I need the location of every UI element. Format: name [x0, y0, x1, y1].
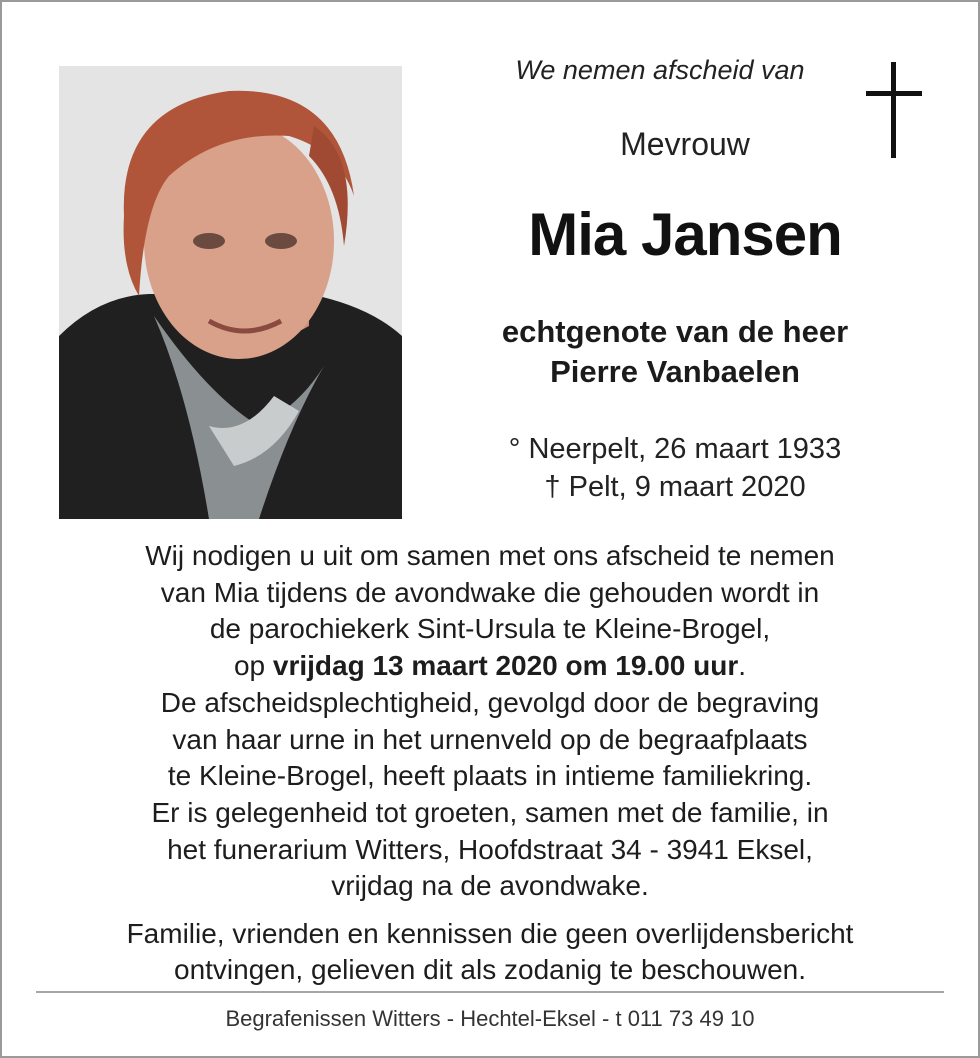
spouse-info: [430, 312, 920, 392]
wake-datetime: vrijdag 13 maart 2020 om 19.00 uur: [272, 650, 739, 682]
divider: [36, 991, 944, 993]
body-line: te Kleine-Brogel, heeft plaats in intieme familiekring.: [167, 760, 813, 792]
body-line: Er is gelegenheid tot groeten, samen met de familie, in: [151, 796, 829, 828]
body-line: het funerarium Witters, Hoofdstraat 34 - 3941 Eksel,: [167, 833, 813, 865]
body-line-prefix: op: [233, 650, 273, 682]
body-line: vrijdag na de avondwake.: [331, 870, 649, 902]
undertaker-info: Begrafenissen Witters - Hechtel-Eksel - t 011 73 49 10: [225, 1006, 755, 1031]
spouse-line-1: echtgenote van de heer: [501, 314, 849, 349]
body-line: De afscheidsplechtigheid, gevolgd door de begraving: [160, 686, 820, 718]
spouse-line-2: Pierre Vanbaelen: [550, 354, 800, 389]
closing-line: Familie, vrienden en kennissen die geen overlijdensbericht: [126, 918, 854, 949]
intro-text: We nemen afscheid van: [515, 55, 805, 85]
body-line: van Mia tijdens de avondwake die gehouden wordt in: [160, 576, 820, 608]
invitation-text: [40, 538, 940, 905]
body-line-suffix: .: [738, 650, 747, 682]
body-line: van haar urne in het urnenveld op de begraafplaats: [172, 723, 808, 755]
closing-line: ontvingen, gelieven dit als zodanig te beschouwen.: [174, 954, 806, 985]
dates: [430, 430, 920, 506]
body-line: de parochiekerk Sint-Ursula te Kleine-Brogel,: [209, 613, 771, 645]
deceased-name: Mia Jansen: [528, 201, 842, 268]
closing-text: [40, 916, 940, 988]
death-date: Pelt, 9 maart 2020: [560, 471, 806, 503]
body-line: [40, 648, 940, 685]
death-date-line: [430, 468, 920, 506]
birth-date: ° Neerpelt, 26 maart 1933: [508, 433, 842, 465]
death-cross-icon: †: [544, 471, 561, 503]
portrait-photo: [59, 66, 402, 519]
body-line: Wij nodigen u uit om samen met ons afscheid te nemen: [145, 540, 835, 571]
honorific: Mevrouw: [620, 126, 750, 162]
